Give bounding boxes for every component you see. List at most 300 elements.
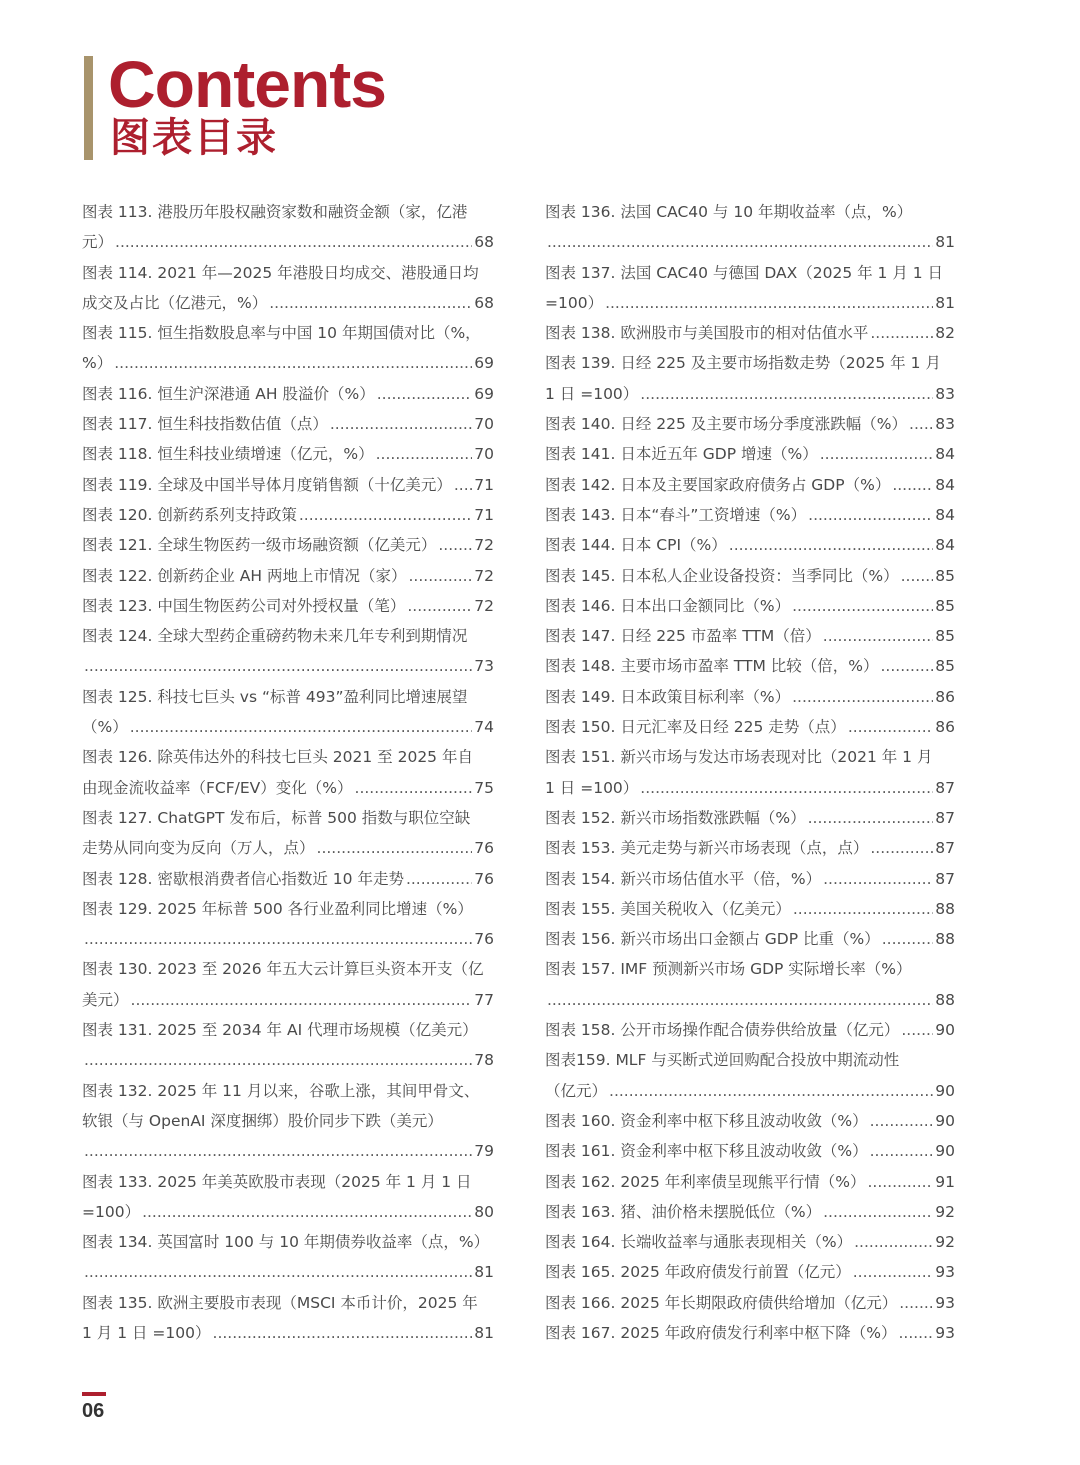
toc-page-number: 91	[935, 1172, 955, 1191]
toc-entry-title: 图表 131. 2025 至 2034 年 AI 代理市场规模（亿美元）	[82, 1021, 478, 1040]
toc-entry-title: 软银（与 OpenAI 深度捆绑）股价同步下跌（美元）	[82, 1111, 443, 1130]
toc-entry[interactable]	[545, 621, 955, 651]
toc-page-number: 85	[935, 566, 955, 585]
toc-entry[interactable]	[545, 864, 955, 894]
toc-leader-dots	[792, 682, 933, 712]
toc-entry-line	[82, 682, 494, 712]
toc-entry-line	[82, 954, 494, 984]
toc-entry-line	[545, 1318, 955, 1348]
toc-entry-line	[545, 621, 955, 651]
toc-entry[interactable]	[545, 1015, 955, 1045]
toc-entry-title: 图表 137. 法国 CAC40 与德国 DAX（2025 年 1 月 1 日	[545, 263, 944, 282]
toc-leader-dots	[84, 1045, 472, 1075]
toc-entry-line	[82, 1257, 494, 1287]
toc-leader-dots	[870, 1136, 934, 1166]
toc-entry-line	[82, 894, 494, 924]
toc-entry-line	[82, 1318, 494, 1348]
toc-entry[interactable]	[82, 318, 494, 379]
toc-page-number: 88	[935, 930, 955, 949]
toc-page-number: 88	[935, 899, 955, 918]
toc-entry-line	[545, 258, 955, 288]
toc-entry[interactable]	[82, 1227, 494, 1288]
toc-leader-dots	[909, 409, 933, 439]
toc-entry-title: 图表 141. 日本近五年 GDP 增速（%）	[545, 445, 818, 464]
toc-leader-dots	[547, 227, 933, 257]
toc-entry-line	[545, 379, 955, 409]
toc-entry-line	[545, 1015, 955, 1045]
toc-entry-title: 元）	[82, 233, 114, 252]
toc-leader-dots	[142, 1197, 472, 1227]
toc-entry-line	[82, 439, 494, 469]
toc-entry-title: 图表 144. 日本 CPI（%）	[545, 536, 727, 555]
toc-entry-title: 图表 149. 日本政策目标利率（%）	[545, 687, 791, 706]
toc-entry-line	[545, 591, 955, 621]
toc-entry-line	[545, 894, 955, 924]
toc-page-number: 70	[474, 445, 494, 464]
toc-entry[interactable]	[545, 682, 955, 712]
toc-page-number: 71	[474, 505, 494, 524]
toc-entry-line	[82, 985, 494, 1015]
toc-entry[interactable]	[82, 561, 494, 591]
toc-entry-title: 图表 124. 全球大型药企重磅药物未来几年专利到期情况	[82, 627, 468, 646]
toc-page-number: 75	[474, 778, 494, 797]
toc-entry-title: 图表 136. 法国 CAC40 与 10 年期收益率（点，%）	[545, 203, 913, 221]
toc-entry[interactable]	[82, 803, 494, 864]
toc-page-number: 90	[935, 1021, 955, 1040]
toc-entry-title: 图表 127. ChatGPT 发布后，标普 500 指数与职位空缺	[82, 808, 471, 827]
toc-entry[interactable]	[82, 258, 494, 319]
toc-entry-title: 图表 167. 2025 年政府债发行利率中枢下降（%）	[545, 1323, 897, 1342]
toc-leader-dots	[84, 1257, 472, 1287]
toc-page-number: 79	[474, 1142, 494, 1161]
toc-entry-line	[82, 500, 494, 530]
toc-leader-dots	[408, 561, 472, 591]
toc-page-number: 92	[935, 1202, 955, 1221]
toc-entry-line	[545, 924, 955, 954]
toc-entry-title: 图表 115. 恒生指数股息率与中国 10 年期国债对比（%，	[82, 324, 481, 343]
toc-entry[interactable]	[545, 318, 955, 348]
page-number: 06	[82, 1400, 105, 1422]
toc-page-number: 68	[474, 293, 494, 312]
toc-entry-line	[545, 409, 955, 439]
toc-entry-title: 图表 126. 除英伟达外的科技七巨头 2021 至 2025 年自	[82, 748, 473, 767]
toc-entry-line	[82, 621, 494, 651]
toc-entry-line	[545, 530, 955, 560]
toc-leader-dots	[792, 591, 933, 621]
toc-entry-title: 图表 114. 2021 年—2025 年港股日均成交、港股通日均	[82, 263, 479, 282]
toc-entry-title: 图表 125. 科技七巨头 vs “标普 493”盈利同比增速展望	[82, 687, 468, 706]
page-title-en: Contents	[108, 47, 386, 121]
toc-page-number: 76	[474, 930, 494, 949]
toc-entry[interactable]	[82, 1288, 494, 1349]
toc-entry[interactable]	[82, 470, 494, 500]
toc-entry-title: 图表 119. 全球及中国半导体月度销售额（十亿美元）	[82, 475, 452, 494]
toc-entry-line	[545, 742, 955, 772]
toc-page-number: 82	[935, 324, 955, 343]
toc-leader-dots	[131, 985, 473, 1015]
toc-page-number: 86	[935, 687, 955, 706]
toc-entry[interactable]	[82, 1076, 494, 1167]
toc-leader-dots	[317, 833, 473, 863]
toc-entry-title: 图表 158. 公开市场操作配合债券供给放量（亿元）	[545, 1021, 900, 1040]
toc-entry-line	[545, 1227, 955, 1257]
toc-leader-dots	[854, 1227, 933, 1257]
toc-entry-line	[545, 318, 955, 348]
toc-entry-line	[82, 712, 494, 742]
toc-entry-title: 图表 152. 新兴市场指数涨跌幅（%）	[545, 808, 806, 827]
toc-entry-title: 图表 116. 恒生沪深港通 AH 股溢价（%）	[82, 384, 375, 403]
toc-leader-dots	[729, 530, 934, 560]
toc-entry-title: （%）	[82, 718, 128, 737]
toc-entry-line	[545, 773, 955, 803]
toc-leader-dots	[808, 500, 933, 530]
toc-entry-line	[82, 742, 494, 772]
toc-leader-dots	[115, 227, 472, 257]
toc-entry[interactable]	[545, 1167, 955, 1197]
toc-entry-line	[82, 773, 494, 803]
toc-entry[interactable]	[545, 1257, 955, 1287]
toc-entry-title: 图表 123. 中国生物医药公司对外授权量（笔）	[82, 596, 406, 615]
toc-entry[interactable]	[82, 439, 494, 469]
toc-entry-title: 图表 161. 资金利率中枢下移且波动收敛（%）	[545, 1142, 868, 1161]
toc-entry-line	[545, 712, 955, 742]
toc-entry-title: 图表 143. 日本“春斗”工资增速（%）	[545, 505, 807, 524]
toc-page-number: 76	[474, 869, 494, 888]
toc-entry-title: 图表 166. 2025 年长期限政府债供给增加（亿元）	[545, 1293, 898, 1312]
toc-leader-dots	[330, 409, 472, 439]
toc-entry[interactable]	[82, 682, 494, 743]
toc-entry-line	[545, 682, 955, 712]
toc-page-number: 74	[474, 718, 494, 737]
toc-entry-title: 图表 121. 全球生物医药一级市场融资额（亿美元）	[82, 536, 437, 555]
toc-leader-dots	[899, 1288, 933, 1318]
toc-entry-line	[82, 651, 494, 681]
toc-entry-line	[545, 1136, 955, 1166]
toc-entry[interactable]	[545, 439, 955, 469]
toc-page-number: 81	[935, 293, 955, 312]
toc-entry-line	[545, 348, 955, 378]
toc-entry-line	[545, 803, 955, 833]
toc-leader-dots	[640, 379, 933, 409]
toc-entry-line	[82, 1136, 494, 1166]
toc-leader-dots	[823, 1197, 933, 1227]
toc-leader-dots	[867, 1167, 933, 1197]
toc-entry-title: =100）	[545, 293, 604, 312]
toc-leader-dots	[84, 651, 472, 681]
toc-leader-dots	[438, 530, 472, 560]
toc-entry-line	[545, 227, 955, 257]
toc-leader-dots	[823, 621, 933, 651]
toc-entry-title: 图表 154. 新兴市场估值水平（倍，%）	[545, 869, 822, 888]
toc-entry[interactable]	[82, 409, 494, 439]
toc-entry-line	[545, 439, 955, 469]
toc-entry-line	[82, 1197, 494, 1227]
toc-entry-title: 图表 157. IMF 预测新兴市场 GDP 实际增长率（%）	[545, 960, 912, 979]
toc-page-number: 72	[474, 536, 494, 555]
toc-entry-line	[545, 1045, 955, 1075]
toc-entry-title: 图表 148. 主要市场市盈率 TTM 比较（倍，%）	[545, 657, 879, 676]
toc-entry[interactable]	[545, 348, 955, 409]
toc-leader-dots	[269, 288, 472, 318]
toc-entry-title: 美元）	[82, 990, 129, 1009]
toc-entry-title: 图表 163. 猪、油价格未摆脱低位（%）	[545, 1202, 822, 1221]
toc-entry-title: 图表 140. 日经 225 及主要市场分季度涨跌幅（%）	[545, 415, 908, 434]
toc-entry-title: 图表 133. 2025 年美英欧股市表现（2025 年 1 月 1 日	[82, 1172, 472, 1191]
toc-entry-line	[82, 833, 494, 863]
toc-leader-dots	[609, 1076, 933, 1106]
toc-entry-line	[82, 470, 494, 500]
toc-entry-title: 图表 117. 恒生科技指数估值（点）	[82, 415, 328, 434]
toc-entry-line	[545, 500, 955, 530]
toc-page-number: 73	[474, 657, 494, 676]
toc-entry-line	[82, 561, 494, 591]
toc-entry[interactable]	[82, 894, 494, 955]
toc-entry-title: 图表 164. 长端收益率与通胀表现相关（%）	[545, 1233, 853, 1252]
toc-entry-line	[82, 924, 494, 954]
toc-entry-line	[82, 258, 494, 288]
toc-entry-line	[82, 1076, 494, 1106]
toc-page-number: 76	[474, 839, 494, 858]
toc-column-right	[545, 197, 955, 1348]
toc-page-number: 92	[935, 1233, 955, 1252]
toc-entry[interactable]	[82, 379, 494, 409]
toc-entry-line	[82, 1288, 494, 1318]
toc-entry[interactable]	[82, 197, 494, 258]
toc-page-number: 93	[935, 1263, 955, 1282]
toc-page-number: 71	[474, 475, 494, 494]
toc-entry[interactable]	[82, 621, 494, 682]
toc-entry-line	[82, 348, 494, 378]
toc-entry-title: 图表 165. 2025 年政府债发行前置（亿元）	[545, 1263, 851, 1282]
toc-entry-line	[545, 1106, 955, 1136]
toc-entry-line	[82, 197, 494, 227]
toc-entry[interactable]	[545, 561, 955, 591]
toc-entry[interactable]	[545, 894, 955, 924]
toc-entry-line	[545, 470, 955, 500]
toc-entry-line	[545, 985, 955, 1015]
toc-entry-line	[82, 1167, 494, 1197]
toc-entry-line	[545, 864, 955, 894]
toc-leader-dots	[901, 561, 934, 591]
toc-entry-line	[82, 1106, 494, 1136]
toc-entry-line	[545, 288, 955, 318]
toc-entry-title: 图表 162. 2025 年利率债呈现熊平行情（%）	[545, 1172, 866, 1191]
toc-entry-line	[545, 1257, 955, 1287]
toc-entry-title: 图表 128. 密歇根消费者信心指数近 10 年走势	[82, 869, 404, 888]
toc-leader-dots	[870, 1106, 934, 1136]
toc-page-number: 87	[935, 808, 955, 827]
toc-leader-dots	[454, 470, 472, 500]
toc-entry[interactable]	[82, 864, 494, 894]
toc-entry-line	[545, 561, 955, 591]
toc-entry[interactable]	[545, 742, 955, 803]
toc-entry[interactable]	[545, 924, 955, 954]
toc-leader-dots	[547, 985, 933, 1015]
toc-page-number: 84	[935, 475, 955, 494]
toc-entry-title: （亿元）	[545, 1081, 608, 1100]
toc-entry[interactable]	[545, 1288, 955, 1318]
toc-page-number: 85	[935, 657, 955, 676]
toc-entry-title: 图表 153. 美元走势与新兴市场表现（点，点）	[545, 839, 869, 858]
toc-page-number: 78	[474, 1051, 494, 1070]
toc-entry[interactable]	[545, 1045, 955, 1106]
toc-page-number: 70	[474, 415, 494, 434]
toc-entry-title: 图表 120. 创新药系列支持政策	[82, 505, 297, 524]
toc-leader-dots	[213, 1318, 473, 1348]
toc-entry-line	[82, 1015, 494, 1045]
toc-entry[interactable]	[545, 1318, 955, 1348]
toc-entry-line	[82, 409, 494, 439]
toc-entry-line	[545, 1167, 955, 1197]
toc-leader-dots	[870, 833, 933, 863]
toc-entry[interactable]	[545, 1106, 955, 1136]
toc-page-number: 84	[935, 536, 955, 555]
toc-leader-dots	[808, 803, 934, 833]
toc-page-number: 80	[474, 1202, 494, 1221]
toc-entry-title: 图表 113. 港股历年股权融资家数和融资金额（家，亿港	[82, 203, 468, 221]
toc-leader-dots	[640, 773, 933, 803]
toc-page-number: 83	[935, 384, 955, 403]
toc-entry-title: 图表 122. 创新药企业 AH 两地上市情况（家）	[82, 566, 407, 585]
toc-leader-dots	[793, 894, 933, 924]
toc-page-number: 93	[935, 1323, 955, 1342]
toc-entry-title: 图表 146. 日本出口金额同比（%）	[545, 596, 791, 615]
toc-entry-line	[82, 227, 494, 257]
toc-entry-line	[82, 379, 494, 409]
toc-entry-title: 图表 134. 英国富时 100 与 10 年期债券收益率（点，%）	[82, 1233, 490, 1252]
toc-entry-title: 成交及占比（亿港元，%）	[82, 293, 268, 312]
toc-leader-dots	[407, 591, 472, 621]
toc-entry-title: 1 日 =100）	[545, 778, 639, 797]
toc-entry[interactable]	[545, 954, 955, 1015]
toc-page-number: 90	[935, 1111, 955, 1130]
toc-page-number: 69	[474, 384, 494, 403]
toc-entry[interactable]	[82, 500, 494, 530]
toc-leader-dots	[870, 318, 933, 348]
toc-entry-line	[545, 954, 955, 984]
toc-entry-title: 图表 155. 美国关税收入（亿美元）	[545, 899, 791, 918]
toc-entry[interactable]	[82, 1167, 494, 1228]
toc-entry-title: 图表 130. 2023 至 2026 年五大云计算巨头资本开支（亿	[82, 960, 484, 979]
toc-leader-dots	[406, 864, 472, 894]
toc-page-number: 85	[935, 627, 955, 646]
toc-entry[interactable]	[545, 591, 955, 621]
toc-leader-dots	[130, 712, 473, 742]
toc-entry-title: 图表 151. 新兴市场与发达市场表现对比（2021 年 1 月	[545, 748, 933, 767]
toc-entry-title: 图表 138. 欧洲股市与美国股市的相对估值水平	[545, 324, 869, 343]
toc-entry-title: 图表 132. 2025 年 11 月以来，谷歌上涨，其间甲骨文、	[82, 1081, 480, 1100]
toc-entry-line	[545, 1197, 955, 1227]
toc-page-number: 72	[474, 596, 494, 615]
toc-page-number: 90	[935, 1081, 955, 1100]
toc-page-number: 90	[935, 1142, 955, 1161]
toc-entry[interactable]	[82, 591, 494, 621]
toc-entry[interactable]	[545, 833, 955, 863]
toc-entry-line	[82, 591, 494, 621]
toc-page-number: 85	[935, 596, 955, 615]
toc-page-number: 84	[935, 445, 955, 464]
toc-page-number: 87	[935, 778, 955, 797]
toc-entry-title: 图表 147. 日经 225 市盈率 TTM（倍）	[545, 627, 821, 646]
page-number-mark	[82, 1392, 106, 1396]
toc-leader-dots	[84, 924, 472, 954]
toc-entry[interactable]	[545, 1227, 955, 1257]
toc-entry-line	[82, 318, 494, 348]
toc-entry-title: 图表 145. 日本私人企业设备投资：当季同比（%）	[545, 566, 899, 585]
toc-leader-dots	[882, 924, 934, 954]
toc-entry-line	[82, 864, 494, 894]
toc-page-number: 81	[935, 233, 955, 252]
toc-entry[interactable]	[545, 530, 955, 560]
page-title-cn: 图表目录	[110, 115, 278, 161]
toc-page-number: 84	[935, 505, 955, 524]
toc-entry[interactable]	[545, 712, 955, 742]
toc-page-number: 68	[474, 233, 494, 252]
toc-leader-dots	[376, 439, 473, 469]
toc-entry-title: 图表 118. 恒生科技业绩增速（亿元，%）	[82, 445, 374, 464]
toc-page-number: 77	[474, 990, 494, 1009]
toc-entry[interactable]	[82, 954, 494, 1015]
toc-leader-dots	[853, 1257, 934, 1287]
toc-entry[interactable]	[545, 1197, 955, 1227]
toc-page-number: 72	[474, 566, 494, 585]
toc-entry-title: 图表 150. 日元汇率及日经 225 走势（点）	[545, 718, 846, 737]
toc-entry-line	[82, 1227, 494, 1257]
toc-entry[interactable]	[545, 470, 955, 500]
toc-entry-title: 1 月 1 日 =100）	[82, 1323, 211, 1342]
toc-entry-title: 1 日 =100）	[545, 384, 639, 403]
toc-page-number: 93	[935, 1293, 955, 1312]
toc-entry-title: 图表 135. 欧洲主要股市表现（MSCI 本币计价，2025 年	[82, 1293, 478, 1312]
toc-entry[interactable]	[545, 651, 955, 681]
toc-entry[interactable]	[545, 409, 955, 439]
toc-entry-title: 图表 129. 2025 年标普 500 各行业盈利同比增速（%）	[82, 899, 473, 918]
toc-entry[interactable]	[82, 1015, 494, 1076]
toc-entry[interactable]	[82, 530, 494, 560]
toc-entry[interactable]	[545, 1136, 955, 1166]
toc-leader-dots	[901, 1015, 933, 1045]
toc-leader-dots	[299, 500, 472, 530]
toc-entry[interactable]	[545, 500, 955, 530]
toc-entry-line	[82, 530, 494, 560]
toc-column-left	[82, 197, 494, 1348]
toc-entry[interactable]	[82, 742, 494, 803]
toc-page-number: 81	[474, 1263, 494, 1282]
toc-entry-title: 图表159. MLF 与买断式逆回购配合投放中期流动性	[545, 1051, 900, 1070]
toc-leader-dots	[355, 773, 473, 803]
toc-leader-dots	[605, 288, 933, 318]
toc-leader-dots	[881, 651, 934, 681]
toc-page-number: 87	[935, 869, 955, 888]
toc-page-number: 87	[935, 839, 955, 858]
toc-entry-title: 图表 142. 日本及主要国家政府债务占 GDP（%）	[545, 475, 891, 494]
toc-entry-title: 走势从同向变为反向（万人，点）	[82, 839, 315, 858]
toc-page-number: 69	[474, 354, 494, 373]
toc-entry-line	[82, 288, 494, 318]
toc-entry[interactable]	[545, 258, 955, 319]
toc-entry-line	[545, 833, 955, 863]
toc-entry[interactable]	[545, 803, 955, 833]
toc-entry-line	[82, 803, 494, 833]
toc-entry-title: 由现金流收益率（FCF/EV）变化（%）	[82, 778, 353, 797]
toc-entry[interactable]	[545, 197, 955, 258]
title-accent-bar	[84, 56, 93, 160]
toc-leader-dots	[114, 348, 472, 378]
toc-entry-title: 图表 139. 日经 225 及主要市场指数走势（2025 年 1 月	[545, 354, 941, 373]
toc-entry-title: 图表 156. 新兴市场出口金额占 GDP 比重（%）	[545, 930, 880, 949]
toc-entry-line	[545, 1288, 955, 1318]
toc-leader-dots	[898, 1318, 933, 1348]
